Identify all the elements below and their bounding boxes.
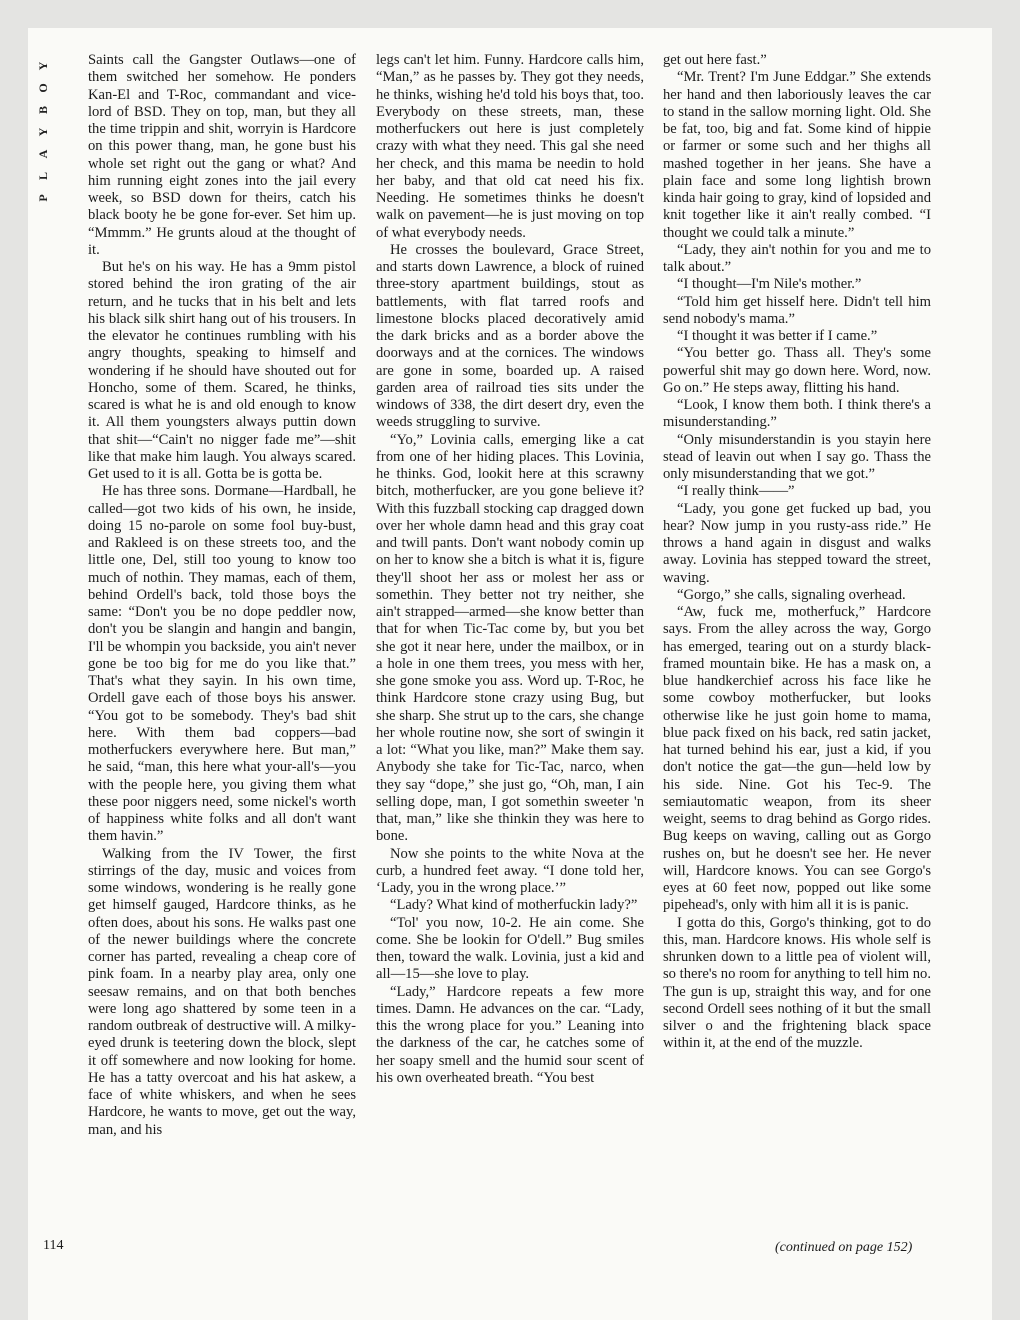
text-column-1 [88, 52, 356, 1139]
magazine-name-vertical [35, 55, 51, 209]
text-column-2 [376, 52, 644, 1087]
paragraph: Saints call the Gangster Outlaws—one of them switched her somehow. He ponders Kan-El and T-Roc, commandant and vice-lord of BSD. They on top, man, but they all the time trippin and shit, worryin is Hardcore on this power thang, man, he gone bust his whole set right out the gang or what? And him running eight zones into the jail every week, so BSD down for theirs, catch his black booty he be gone for-ever. Set him up. “Mmmm.” He grunts aloud at the thought of it. [88, 52, 356, 258]
paragraph: “You better go. Thass all. They's some powerful shit may go down here. Word, now. Go on.” He steps away, flitting his hand. [663, 345, 931, 396]
paragraph: legs can't let him. Funny. Hardcore calls him, “Man,” as he passes by. They got they needs, he thinks, wishing he'd told his boys that, too. Everybody on these streets, man, these motherfuckers out here is just completely crazy with what they need. This gal she need her check, and this mama be needin to hold her baby, and that old cat need his fix. Needing. He sometimes thinks he doesn't walk on pavement—he is just moving on top of what everybody needs. [376, 52, 644, 241]
text-column-3 [663, 52, 931, 1053]
magazine-name-letter: O [36, 83, 50, 93]
paragraph: “Lady, you gone get fucked up bad, you hear? Now jump in you rusty-ass ride.” He throws a hand again in disgust and walks away. Lovinia has stepped toward the street, waving. [663, 500, 931, 586]
paragraph: “Tol' you now, 10-2. He ain come. She come. She be lookin for O'dell.” Bug smiles then, toward the walk. Lovinia, just a kid and all—15—she love to play. [376, 914, 644, 983]
paragraph: “Told him get hisself here. Didn't tell him send nobody's mama.” [663, 293, 931, 327]
paragraph: “I really think——” [677, 483, 795, 500]
paragraph: “Gorgo,” she calls, signaling overhead. [677, 586, 906, 603]
paragraph: He crosses the boulevard, Grace Street, and starts down Lawrence, a block of ruined three-story apartment buildings, stout as battlements, with flat tarred roofs and limestone blocks placed decoratively amid the dark bricks and as a border above the doorways and at the cornices. The windows are gone in some, boarded up. A raised garden area of railroad ties sits under the windows of 338, the dirt desert dry, even the weeds struggling to survive. [376, 241, 644, 431]
paragraph: “Lady? What kind of motherfuckin lady?” [390, 897, 638, 914]
paragraph: “Aw, fuck me, motherfuck,” Hardcore says. From the alley across the way, Gorgo has emerged, tearing out on a sturdy black-framed mountain bike. He has a mask on, a blue handkerchief across his face like he some cowboy motherfucker, but looks otherwise like he just goin home to mama, blue pack fixed on his back, red satin jacket, hat turned behind his ear, just a kid, if you don't notice the gat—the gun—held low by his side. Nine. Got his Tec-9. The semiautomatic weapon, from its sheer weight, seems to drag behind as Gorgo rides. Bug keeps on waving, calling out as Gorgo rushes on, but he doesn't see her. He never will, Hardcore knows. You can see Gorgo's eyes at 60 feet now, popped out like some pipehead's, only with him all it is is panic. [663, 604, 931, 914]
paragraph: Now she points to the white Nova at the curb, a hundred feet away. “I done told her, ‘Lady, you in the wrong place.’” [376, 845, 644, 896]
continued-note: (continued on page 152) [775, 1240, 913, 1255]
paragraph: get out here fast.” [663, 52, 767, 68]
magazine-name-letter: A [36, 149, 50, 159]
magazine-name-letter: Y [36, 127, 50, 137]
paragraph: “Mr. Trent? I'm June Eddgar.” She extends her hand and then laboriously leaves the car to stand in the sallow morning light. Old. She be fat, too, big and fat. Some kind of hippie or farmer or some such and her thighs all mashed together in her jeans. She have a plain face and some long lightish brown kinda hair going to gray, kind of lopsided and knit together like it ain't really combed. “I thought we could talk a minute.” [663, 69, 931, 241]
paragraph: “I thought it was better if I came.” [677, 328, 878, 344]
paragraph: Walking from the IV Tower, the first stirrings of the day, music and voices from some windows, wondering is he really gone get himself gauged, Hardcore thinks, as he often does, about his sons. He walks past one of the newer buildings where the concrete corner has parted, revealing a cheap core of pink foam. In a nearby play area, only one seesaw remains, and on that both benches were long ago shattered by some teen in a random outbreak of destructive will. A milky-eyed drunk is teetering down the block, slept it off somewhere and now looking for home. He has a tatty overcoat and his hat askew, a face of white whiskers, and when he sees Hardcore, he wants to move, get out the way, man, and his [88, 845, 356, 1138]
paragraph: “Yo,” Lovinia calls, emerging like a cat from one of her hiding places. This Lovinia, he thinks. God, lookit here at this scrawny bitch, motherfucker, are you gone believe it? With this fuzzball stocking cap dragged down over her whole damn head and this gray coat and twill pants. Don't want nobody comin up on her to know she a bitch is what it is, figure they'll shoot her ass or molest her ass or somethin. They better not try neither, she ain't strapped—armed—she know better than that for when Tic-Tac come by, but you bet she got it near here, under the mailbox, or in a hole in one them trees, you mess with her, she gone smoke you ass. Word up. T-Roc, he think Hardcore stone crazy using Bug, but she sharp. She strut up to the cars, she change her whole routine now, she sort of swingin it a lot: “What you like, man?” Make them say. Anybody she take for Tic-Tac, narco, when they say “dope,” she just go, “Oh, man, I ain selling dope, man, I got somethin sweeter 'n that, man,” like she thinkin they was here to bone. [376, 431, 644, 845]
magazine-name-letter: Y [36, 61, 50, 71]
paragraph: “Lady, they ain't nothin for you and me to talk about.” [663, 241, 931, 275]
magazine-name-letter: L [36, 172, 50, 181]
paragraph: “Only misunderstandin is you stayin here stead of leavin out when I say go. Thass the only misunderstanding that we got.” [663, 431, 931, 482]
paragraph: But he's on his way. He has a 9mm pistol stored behind the iron grating of the air return, and he tucks that in his belt and lets his black silk shirt hang out of his trousers. In the elevator he continues rumbling with his angry thoughts, speaking to himself and wondering if he should have shouted out for Honcho, some of them. Scared, he thinks, scared is what he is and old enough to know it. All them youngsters always puttin down that shit—“Cain't no nigger fade me”—shit like that make him laugh. You always scared. Get used to it is all. Gotta be is gotta be. [88, 259, 356, 482]
magazine-name-letter: B [36, 106, 50, 115]
page-number: 114 [43, 1238, 64, 1253]
magazine-name-letter: P [36, 194, 50, 202]
paragraph: “I thought—I'm Nile's mother.” [677, 276, 862, 293]
paragraph: “Lady,” Hardcore repeats a few more times. Damn. He advances on the car. “Lady, this the wrong place for you.” Leaning into the darkness of the car, he catches some of her soapy smell and the humid sour scent of his own overheated breath. “You best [376, 983, 644, 1086]
paragraph: “Look, I know them both. I think there's a misunderstanding.” [663, 397, 931, 431]
paragraph: I gotta do this, Gorgo's thinking, got to do this, man. Hardcore knows. His whole self is shrunken down to a little pea of violent will, so there's no room for anything to tell him no. The gun is up, straight this way, and for one second Ordell sees nothing of it but the small silver o and the frightening black space within it, at the end of the muzzle. [663, 914, 931, 1052]
paragraph: He has three sons. Dormane—Hardball, he called—got two kids of his own, he inside, doing 15 no-parole on some fool buy-bust, and Rakleed is on these streets too, and the little one, Del, still too young to know too much of nothin. They mamas, each of them, behind Ordell's back, told those boys the same: “Don't you be no dope peddler now, don't you be slangin and hangin and bangin, I'll be whompin you backside, you ain't never gone be too big for me do you like that.” That's what they sayin. In his own time, Ordell gave each of those boys his answer. “You got to be somebody. They's bad shit here. With them bad coppers—bad motherfuckers everywhere here. But man,” he said, “man, this here what your-all's—you with the people here, you giving them what these poor niggers need, some nickel's worth of happiness white folks and all don't want them havin.” [88, 483, 356, 845]
